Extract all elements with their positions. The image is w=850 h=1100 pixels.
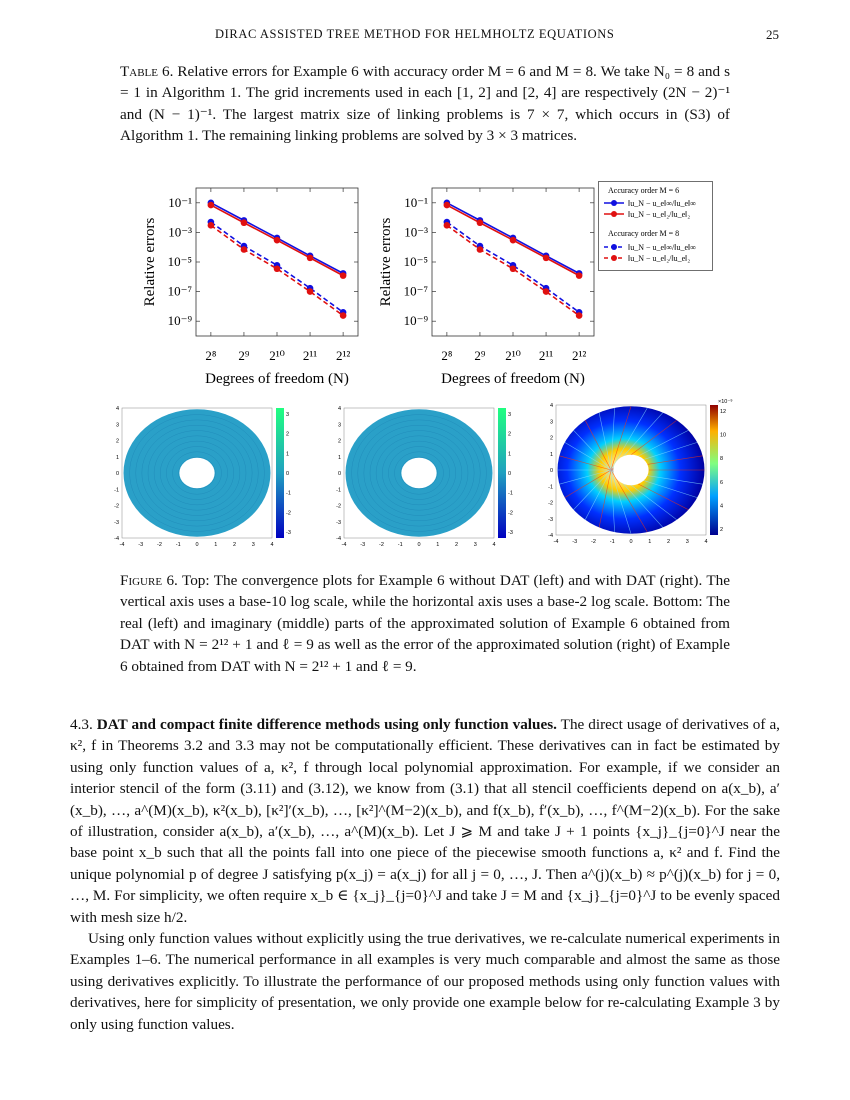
colorbar-tick: 12	[720, 409, 727, 415]
field-y-tick: -1	[548, 484, 553, 491]
field-x-tick: 3	[685, 539, 689, 545]
section-4-3	[70, 714, 780, 1035]
data-point	[543, 255, 550, 262]
field-x-tick: -2	[157, 542, 162, 548]
field-x-tick: 4	[704, 539, 708, 545]
section-number: 4.3.	[70, 716, 93, 733]
colorbar-tick: 8	[720, 456, 724, 463]
field-y-tick: 3	[115, 422, 119, 429]
colorbar-tick: 4	[720, 503, 724, 510]
data-point	[340, 312, 347, 319]
field-x-tick: 3	[251, 542, 255, 548]
legend-m8-inf: ‖u_N − u_e‖∞/‖u_e‖∞	[628, 243, 697, 252]
legend-m8-two: ‖u_N − u_e‖₂/‖u_e‖₂	[628, 254, 691, 263]
x-tick-label: 2¹⁰	[269, 348, 285, 363]
y-tick-label: 10⁻¹	[168, 194, 192, 210]
inner-hole	[179, 458, 214, 489]
field-y-tick: -3	[548, 516, 553, 523]
y-tick-label: 10⁻⁵	[167, 254, 192, 269]
field-x-tick: -4	[341, 542, 347, 548]
data-point	[510, 265, 517, 272]
field-y-tick: -1	[336, 487, 341, 494]
colorbar-tick: 3	[508, 412, 512, 418]
colorbar-tick: 6	[720, 479, 724, 486]
x-tick-label: 2⁸	[441, 348, 453, 363]
field-y-tick: 3	[337, 422, 341, 429]
legend-m6-two: ‖u_N − u_e‖₂/‖u_e‖₂	[628, 210, 691, 219]
legend-group2-title: Accuracy order M = 8	[608, 229, 680, 238]
y-tick-label: 10⁻³	[168, 224, 192, 240]
legend-m6-inf: ‖u_N − u_e‖∞/‖u_e‖∞	[628, 199, 697, 208]
figure-caption	[120, 570, 730, 677]
y-tick-label: 10⁻⁹	[403, 313, 428, 329]
x-tick-label: 2⁹	[474, 348, 486, 363]
section-title: DAT and compact finite difference methods using only function values.	[96, 716, 557, 733]
field-x-tick: 1	[648, 539, 652, 545]
field-x-tick: -4	[119, 542, 125, 548]
x-axis-label: Degrees of freedom (N)	[441, 371, 585, 387]
inner-hole	[613, 455, 648, 486]
field-y-tick: -2	[114, 503, 119, 510]
data-point	[208, 202, 215, 209]
x-tick-label: 2¹⁰	[505, 348, 521, 363]
field-y-tick: 2	[337, 438, 341, 445]
y-tick-label: 10⁻⁵	[403, 254, 428, 269]
field-x-tick: 0	[195, 542, 199, 548]
figure-caption-label: Figure 6.	[120, 572, 178, 589]
field-x-tick: 0	[417, 542, 421, 548]
field-y-tick: 0	[115, 471, 119, 477]
legend-marker-m8-inf	[611, 244, 617, 250]
x-tick-label: 2¹²	[571, 348, 587, 363]
y-tick-label: 10⁻⁷	[167, 283, 192, 299]
convergence-legend	[598, 181, 713, 271]
field-x-tick: -3	[138, 542, 144, 548]
y-tick-label: 10⁻⁷	[403, 283, 428, 299]
field-x-tick: 2	[666, 539, 671, 545]
field-x-tick: -4	[553, 539, 559, 545]
field-x-tick: -3	[360, 542, 366, 548]
page-number: 25	[766, 27, 779, 42]
colorbar-tick: 10	[720, 432, 727, 439]
solution-real-part-plot	[112, 400, 302, 550]
data-point	[307, 288, 314, 295]
field-y-tick: 1	[337, 454, 341, 461]
colorbar-tick: -2	[508, 510, 513, 517]
data-point	[477, 219, 484, 226]
field-y-tick: 4	[337, 406, 341, 412]
table-caption	[120, 61, 730, 147]
data-point	[241, 246, 248, 253]
colorbar-tick: -2	[286, 510, 291, 517]
legend-marker-m8-two	[611, 255, 617, 261]
field-x-tick: 3	[473, 542, 477, 548]
field-y-tick: -1	[114, 487, 119, 494]
running-head	[0, 27, 850, 47]
x-tick-label: 2¹²	[335, 348, 351, 363]
data-point	[307, 255, 314, 262]
data-point	[444, 202, 451, 209]
field-x-tick: -1	[609, 539, 615, 545]
colorbar	[276, 408, 284, 538]
legend-marker-m6-inf	[611, 200, 617, 206]
field-y-tick: 4	[549, 403, 553, 409]
field-y-tick: 4	[115, 406, 119, 412]
y-tick-label: 10⁻¹	[404, 194, 428, 210]
x-tick-label: 2⁸	[205, 348, 217, 363]
y-axis-label: Relative errors	[378, 217, 394, 307]
solution-imaginary-part-plot	[334, 400, 524, 550]
field-y-tick: -4	[114, 536, 119, 542]
table-caption-label: Table 6.	[120, 63, 174, 80]
y-axis-label: Relative errors	[142, 217, 158, 307]
section-paragraph-1: The direct usage of derivatives of a, κ², f in Theorems 3.2 and 3.3 may not be computationally efficient. These derivatives can in fact be estimated by using only function values of a, κ², f through local polynomial approximation. For example, if we consider an interior stencil of the form (3.11) and (3.12), we know from (3.1) that all stencil coefficients depend on a(x_b), a′(x_b), …, a^(M)(x_b), κ²(x_b), [κ²]′(x_b), …, [κ²]^(M−2)(x_b), and f(x_b), f′(x_b), …, f^(M−2)(x_b). For the sake of illustration, consider a(x_b), a′(x_b), …, a^(M)(x_b). Let J ⩾ M and take J + 1 points {x_j}_{j=0}^J near the base point x_b such that all the points fall into one piece of the piecewise smooth functions a, κ² and f. Find the unique polynomial p of degree J satisfying p(x_j) = a(x_j) for all j = 0, …, J. Then a^(j)(x_b) ≈ p^(j)(x_b) for j = 0, …, M. For simplicity, we often require x_b ∈ {x_j}_{j=0}^J and take J = M and {x_j}_{j=0}^J to be evenly spaced with mesh size h/2.	[70, 716, 780, 926]
field-x-tick: -2	[379, 542, 384, 548]
data-point	[510, 237, 517, 244]
colorbar-tick: -1	[286, 490, 291, 497]
colorbar	[710, 405, 718, 535]
field-y-tick: 0	[549, 468, 553, 474]
field-x-tick: 1	[214, 542, 218, 548]
x-tick-label: 2¹¹	[302, 348, 318, 363]
field-y-tick: 3	[549, 419, 553, 426]
field-x-tick: 1	[436, 542, 440, 548]
convergence-plot-without-dat	[138, 180, 368, 390]
field-x-tick: -2	[591, 539, 596, 545]
field-x-tick: 0	[629, 539, 633, 545]
field-y-tick: 1	[549, 451, 553, 458]
field-y-tick: 1	[115, 454, 119, 461]
field-y-tick: -2	[336, 503, 341, 510]
legend-group1-title: Accuracy order M = 6	[608, 186, 680, 195]
colorbar-tick: 2	[720, 527, 724, 533]
field-x-tick: -1	[397, 542, 403, 548]
field-y-tick: 2	[115, 438, 119, 445]
colorbar-tick: -1	[508, 490, 513, 497]
colorbar-tick: 1	[508, 451, 512, 458]
data-point	[543, 288, 550, 295]
field-y-tick: -4	[336, 536, 341, 542]
data-point	[274, 265, 281, 272]
colorbar-scale: ×10⁻⁹	[718, 399, 733, 405]
field-x-tick: 4	[492, 542, 496, 548]
figure-caption-text: Top: The convergence plots for Example 6 without DAT (left) and with DAT (right). The vertical axis uses a base-10 log scale, while the horizontal axis uses a base-2 log scale. Bottom: The real (left) and imaginary (middle) parts of the approximated solution of Example 6 obtained from DAT with N = 2¹² + 1 and ℓ = 9 as well as the error of the approximated solution (right) of Example 6 obtained from DAT with N = 2¹² + 1 and ℓ = 9.	[120, 572, 730, 675]
field-x-tick: 4	[270, 542, 274, 548]
data-point	[274, 237, 281, 244]
y-tick-label: 10⁻⁹	[167, 313, 192, 329]
field-y-tick: 0	[337, 471, 341, 477]
field-x-tick: 2	[454, 542, 459, 548]
data-point	[208, 222, 215, 229]
section-paragraph-2: Using only function values without explicitly using the true derivatives, we re-calculate numerical experiments in Examples 1–6. The numerical performance in all examples is very much comparable and almost the same as those using derivatives explicitly. To illustrate the performance of our proposed methods using only function values with derivatives, here for simplicity of presentation, we only provide one example below for re-calculating Example 3 by only using function values.	[70, 930, 780, 1033]
field-y-tick: -2	[548, 500, 553, 507]
data-point	[576, 312, 583, 319]
running-title: DIRAC ASSISTED TREE METHOD FOR HELMHOLTZ EQUATIONS	[215, 27, 615, 41]
data-point	[340, 272, 347, 279]
colorbar-tick: 2	[508, 431, 512, 438]
colorbar-tick: 0	[508, 471, 512, 477]
table-caption-text: Relative errors for Example 6 with accuracy order M = 6 and M = 8. We take N₀ = 8 and s = 1 in Algorithm 1. The grid increments used in each [1, 2] and [2, 4] are respectively (2N − 2)⁻¹ and (N − 1)⁻¹. The largest matrix size of linking problems is 7 × 7, which occurs in (S3) of Algorithm 1. The remaining linking problems are solved by 3 × 3 matrices.	[120, 63, 731, 145]
data-point	[576, 272, 583, 279]
field-x-tick: -1	[175, 542, 181, 548]
data-point	[444, 222, 451, 229]
field-y-tick: -4	[548, 533, 553, 539]
solution-error-plot	[546, 397, 736, 550]
colorbar-tick: 2	[286, 431, 290, 438]
field-y-tick: -3	[114, 519, 119, 526]
x-tick-label: 2⁹	[238, 348, 250, 363]
field-x-tick: 2	[232, 542, 237, 548]
inner-hole	[401, 458, 436, 489]
x-tick-label: 2¹¹	[538, 348, 554, 363]
y-tick-label: 10⁻³	[404, 224, 428, 240]
data-point	[477, 246, 484, 253]
convergence-plot-with-dat	[374, 180, 604, 390]
field-y-tick: 2	[549, 435, 553, 442]
data-point	[241, 219, 248, 226]
colorbar-tick: -3	[508, 530, 513, 536]
colorbar-tick: -3	[286, 530, 291, 536]
colorbar-tick: 0	[286, 471, 290, 477]
colorbar-tick: 1	[286, 451, 290, 458]
field-x-tick: -3	[572, 539, 578, 545]
x-axis-label: Degrees of freedom (N)	[205, 371, 349, 387]
field-y-tick: -3	[336, 519, 341, 526]
colorbar-tick: 3	[286, 412, 290, 418]
legend-marker-m6-two	[611, 211, 617, 217]
colorbar	[498, 408, 506, 538]
